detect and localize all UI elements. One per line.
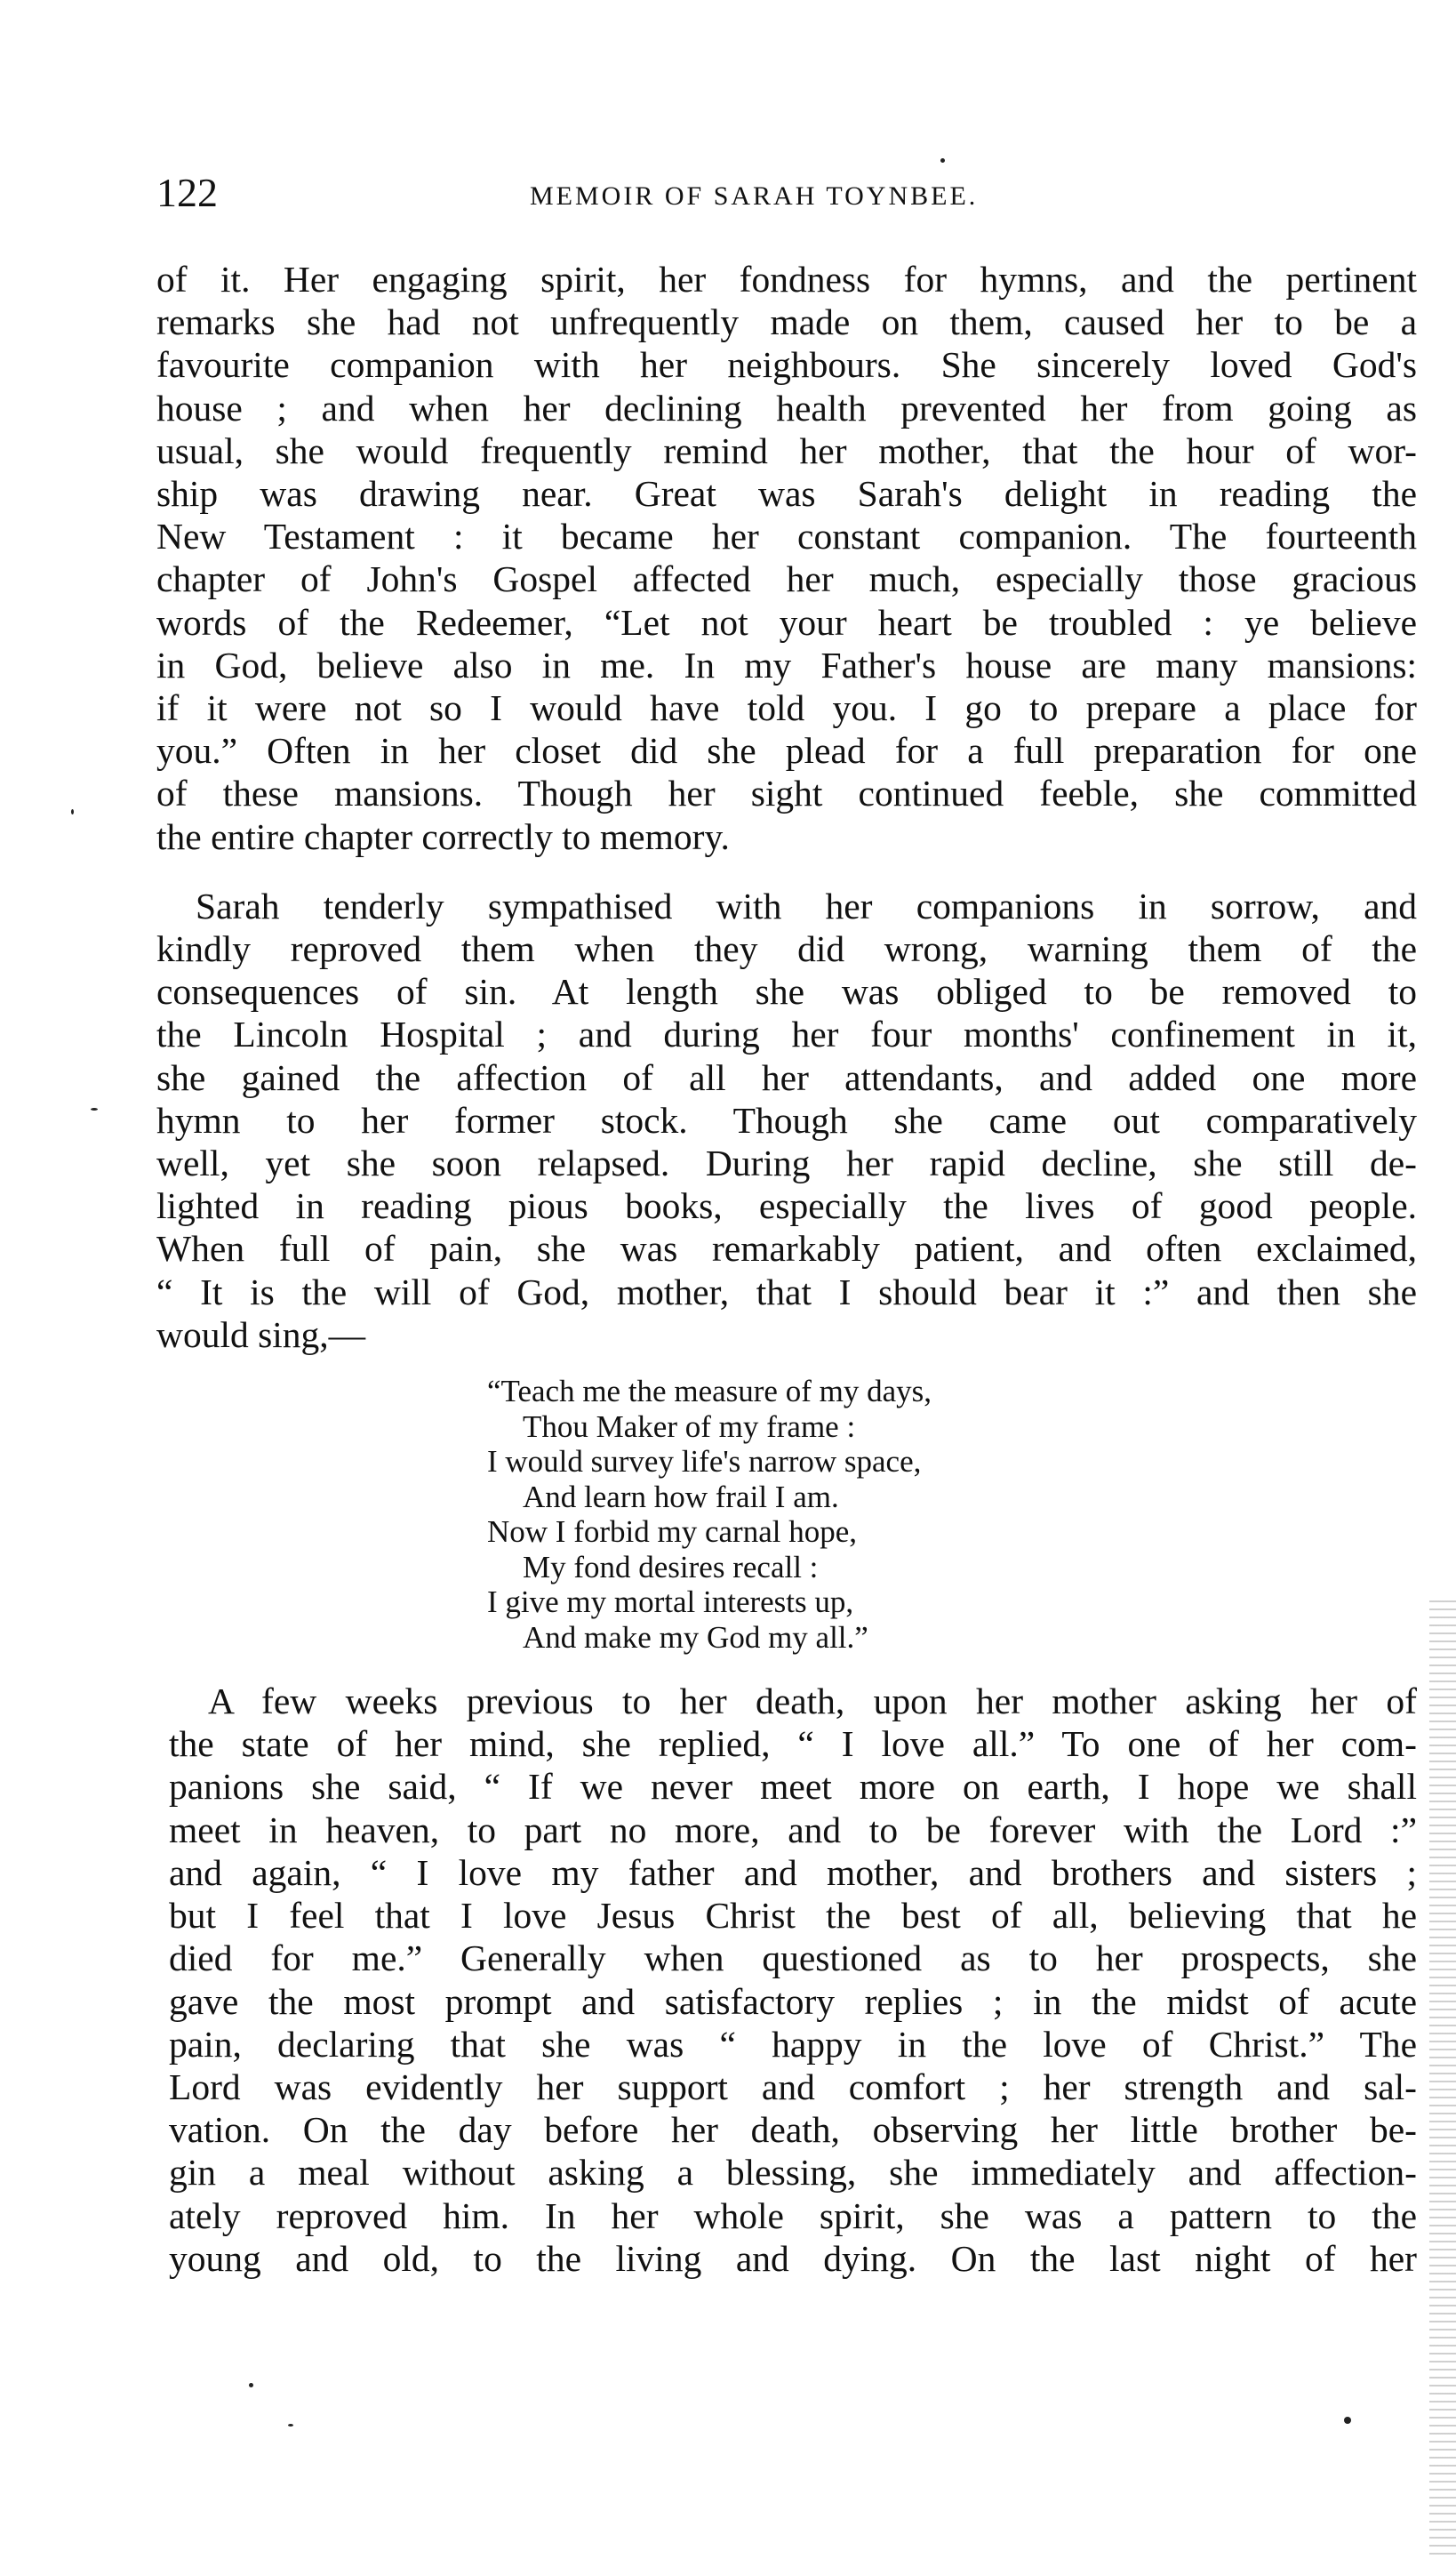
running-title: MEMOIR OF SARAH TOYNBEE. (530, 181, 979, 211)
text-line: young and old, to the living and dying. On the last night of her (169, 2237, 1417, 2279)
text-line: she gained the affection of all her attendants, and added one more (156, 1056, 1417, 1098)
paragraph-3 (156, 1680, 1417, 2280)
text-line: consequences of sin. At length she was obliged to be removed to (156, 971, 1417, 1013)
text-line: ship was drawing near. Great was Sarah's delight in reading the (156, 473, 1417, 515)
poem-line: My fond desires recall : (523, 1549, 819, 1584)
text-line: the entire chapter correctly to memory. (156, 815, 730, 857)
text-line: in God, believe also in me. In my Father's house are many mansions: (156, 644, 1417, 686)
text-line: you.” Often in her closet did she plead for a full preparation for one (156, 730, 1417, 772)
text-line: chapter of John's Gospel affected her much, especially those gracious (156, 558, 1417, 600)
text-line: New Testament : it became her constant companion. The fourteenth (156, 516, 1417, 558)
poem-line: And make my God my all.” (523, 1619, 868, 1655)
page-edge-artifact (1429, 1600, 1456, 2559)
text-line: hymn to her former stock. Though she came out comparatively (156, 1099, 1417, 1141)
text-line: but I feel that I love Jesus Christ the best of all, believing that he (169, 1895, 1417, 1937)
text-line: remarks she had not unfrequently made on them, caused her to be a (156, 301, 1417, 343)
poem-line: Thou Maker of my frame : (523, 1408, 856, 1444)
print-speck (288, 2424, 293, 2427)
text-line: the Lincoln Hospital ; and during her four months' confinement in it, (156, 1014, 1417, 1055)
text-line: A few weeks previous to her death, upon her mother asking her of (208, 1681, 1417, 1722)
text-line: meet in heaven, to part no more, and to be forever with the Lord :” (169, 1809, 1417, 1850)
hymn-quotation (487, 1374, 1417, 1655)
page-number: 122 (156, 170, 218, 215)
poem-line: And learn how frail I am. (523, 1479, 839, 1514)
poem-line: I give my mortal interests up, (487, 1584, 854, 1620)
text-line: if it were not so I would have told you. I go to prepare a place for (156, 687, 1417, 729)
text-line: died for me.” Generally when questioned as to her prospects, she (169, 1937, 1417, 1979)
print-speck (91, 1108, 98, 1111)
text-line: the state of her mind, she replied, “ I love all.” To one of her com- (169, 1723, 1417, 1765)
text-line: kindly reproved them when they did wrong, warning them of the (156, 928, 1417, 970)
paragraph-2 (156, 885, 1417, 1356)
text-line: would sing,— (156, 1313, 366, 1355)
text-line: Sarah tenderly sympathised with her companions in sorrow, and (196, 885, 1417, 927)
text-line: gin a meal without asking a blessing, she immediately and affection- (169, 2152, 1417, 2194)
poem-line: Now I forbid my carnal hope, (487, 1514, 857, 1550)
text-line: lighted in reading pious books, especially the lives of good people. (156, 1185, 1417, 1227)
text-line: Lord was evidently her support and comfort ; her strength and sal- (169, 2066, 1417, 2107)
print-speck (249, 2383, 253, 2387)
text-line: of it. Her engaging spirit, her fondness for hymns, and the pertinent (156, 259, 1417, 300)
text-line: “ It is the will of God, mother, that I should bear it :” and then she (156, 1271, 1417, 1312)
text-line: usual, she would frequently remind her mother, that the hour of wor- (156, 429, 1417, 471)
print-speck (1344, 2417, 1351, 2424)
page-header (156, 169, 1419, 222)
text-line: panions she said, “ If we never meet more on earth, I hope we shall (169, 1766, 1417, 1808)
text-line: When full of pain, she was remarkably patient, and often exclaimed, (156, 1228, 1417, 1270)
paragraph-1 (156, 258, 1417, 858)
text-line: house ; and when her declining health prevented her from going as (156, 387, 1417, 429)
poem-line: “Teach me the measure of my days, (487, 1374, 932, 1409)
body-text (156, 258, 1417, 2280)
text-line: words of the Redeemer, “Let not your heart be troubled : ye believe (156, 601, 1417, 643)
text-line: pain, declaring that she was “ happy in the love of Christ.” The (169, 2023, 1417, 2065)
text-line: gave the most prompt and satisfactory replies ; in the midst of acute (169, 1980, 1417, 2022)
text-line: and again, “ I love my father and mother, and brothers and sisters ; (169, 1851, 1417, 1893)
poem-line: I would survey life's narrow space, (487, 1444, 922, 1480)
text-line: of these mansions. Though her sight continued feeble, she committed (156, 773, 1417, 814)
text-line: vation. On the day before her death, observing her little brother be- (169, 2109, 1417, 2151)
text-line: well, yet she soon relapsed. During her rapid decline, she still de- (156, 1143, 1417, 1184)
print-speck (940, 158, 945, 163)
print-speck (71, 809, 74, 814)
text-line: ately reproved him. In her whole spirit, she was a pattern to the (169, 2194, 1417, 2236)
text-line: favourite companion with her neighbours. She sincerely loved God's (156, 344, 1417, 386)
